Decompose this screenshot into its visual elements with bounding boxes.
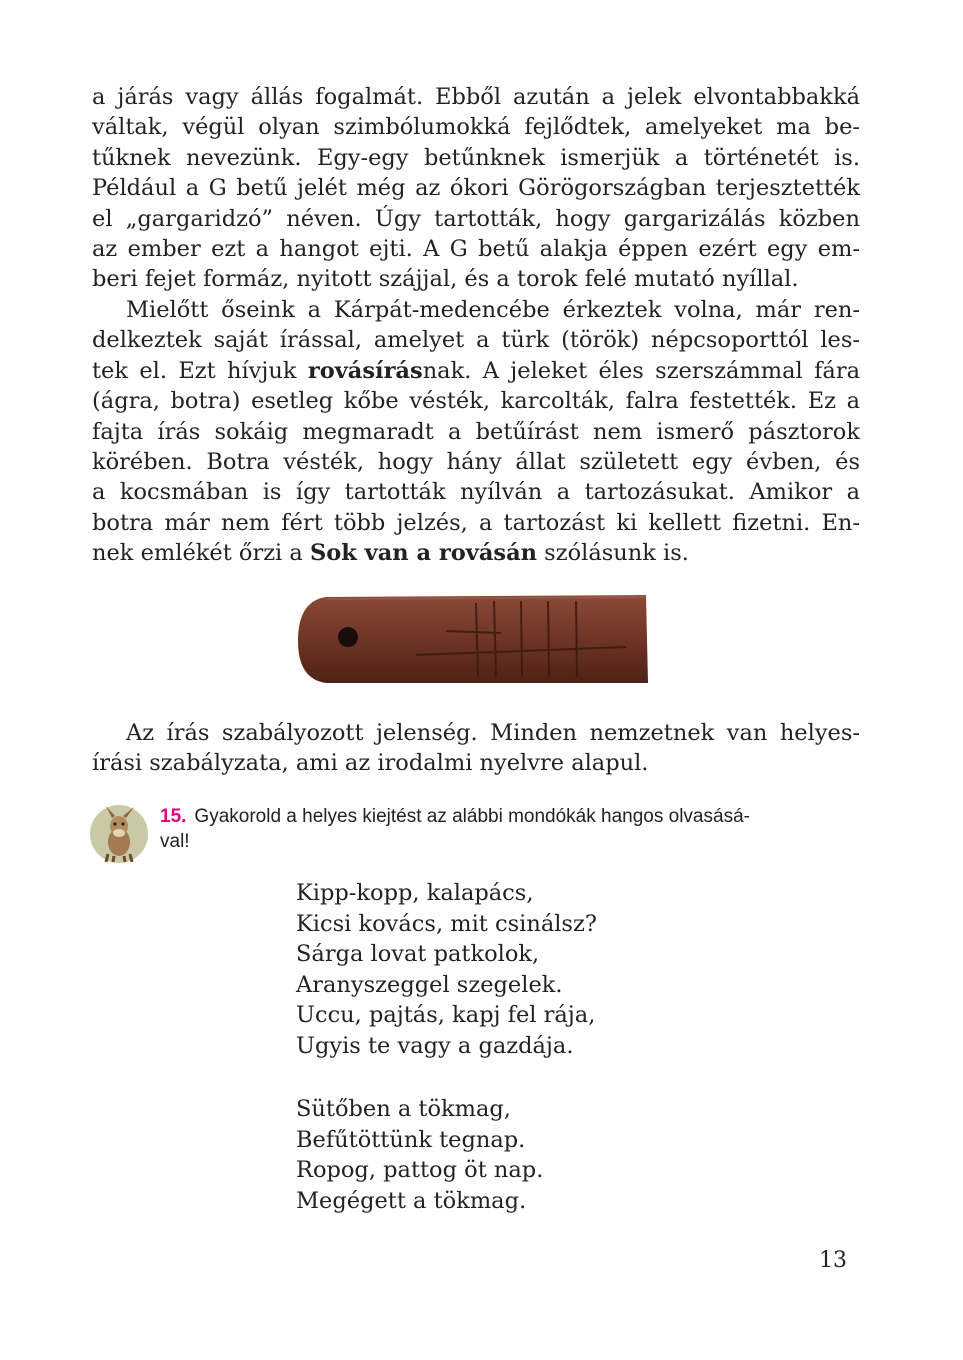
paragraph-2 (92, 295, 860, 569)
task-15 (88, 800, 868, 870)
bold-term-rovasiras: rovásírás (307, 357, 423, 384)
poem-line: Uccu, pajtás, kapj fel rája, (296, 1002, 596, 1028)
task-line (160, 804, 858, 829)
text-line: körében. Botra vésték, hogy hány állat született egy évben, és (92, 449, 860, 476)
poem-1 (296, 878, 597, 1061)
paragraph-3 (92, 718, 860, 779)
tally-stick-image (296, 591, 652, 689)
text-line: (ágra, botra) esetleg kőbe vésték, karcolták, falra festették. Ez a (92, 388, 860, 415)
text-line (92, 538, 860, 568)
poem-line: Ugyis te vagy a gazdája. (296, 1032, 574, 1059)
text-line: Az írás szabályozott jelenség. Minden nemzetnek van helyes- (126, 720, 860, 746)
text-line: az ember ezt a hangot ejti. A G betű alakja éppen ezért egy em- (92, 236, 860, 263)
poem-line: Kicsi kovács, mit csinálsz? (296, 910, 597, 937)
text-line: delkeztek saját írással, amelyet a türk (török) népcsoporttól les- (92, 327, 860, 354)
poem-line: Befűtöttünk tegnap. (296, 1126, 526, 1153)
text-run: nek emlékét őrzi a (92, 540, 310, 567)
poem-line: Sütőben a tökmag, (296, 1096, 511, 1122)
task-instruction (160, 804, 858, 854)
text-line: botra már nem fért több jelzés, a tartozást ki kellett fizetni. En- (92, 509, 860, 536)
text-run: nak. A jeleket éles szerszámmal fára (422, 357, 860, 384)
text-line: a kocsmában is így tartották nyílván a tartozásukat. Amikor a (92, 479, 860, 506)
text-line: írási szabályzata, ami az irodalmi nyelvre alapul. (92, 750, 649, 777)
text-line (92, 356, 860, 386)
page-number: 13 (819, 1248, 847, 1273)
bold-phrase: Sok van a rovásán (309, 540, 538, 567)
task-text-run: Gyakorold a helyes kiejtést az alábbi mondókák hangos olvasásá- (194, 806, 750, 827)
poem-line: Kipp-kopp, kalapács, (296, 880, 534, 906)
task-number: 15. (160, 806, 187, 827)
donkey-icon (88, 804, 150, 864)
poem-2 (296, 1094, 543, 1216)
text-line: beri fejet formáz, nyitott szájjal, és a torok felé mutató nyíllal. (92, 266, 799, 293)
text-line: váltak, végül olyan szimbólumokká fejlődtek, amelyeket ma be- (92, 114, 860, 141)
poem-line: Sárga lovat patkolok, (296, 941, 540, 967)
text-line: Mielőtt őseink a Kárpát-medencébe érkeztek volna, már ren- (126, 297, 860, 323)
poem-line: Ropog, pattog öt nap. (296, 1157, 544, 1183)
text-line: el „gargaridzó” néven. Úgy tartották, hogy gargarizálás közben (92, 205, 860, 232)
paragraph-1 (92, 82, 860, 295)
text-run: szólásunk is. (537, 540, 689, 567)
text-line: fajta írás sokáig megmaradt a betűírást nem ismerő pásztorok (92, 418, 860, 445)
poem-line: Aranyszeggel szegelek. (296, 971, 563, 998)
text-line: tűknek nevezünk. Egy-egy betűnknek ismerjük a történetét is. (92, 144, 860, 171)
text-line: Például a G betű jelét még az ókori Görögországban terjesztették (92, 175, 860, 202)
text-run: tek el. Ezt hívjuk (92, 357, 308, 384)
task-line: val! (160, 831, 190, 852)
text-line: a járás vagy állás fogalmát. Ebből azután a jelek elvontabbakká (92, 84, 860, 110)
poem-line: Megégett a tökmag. (296, 1187, 527, 1214)
